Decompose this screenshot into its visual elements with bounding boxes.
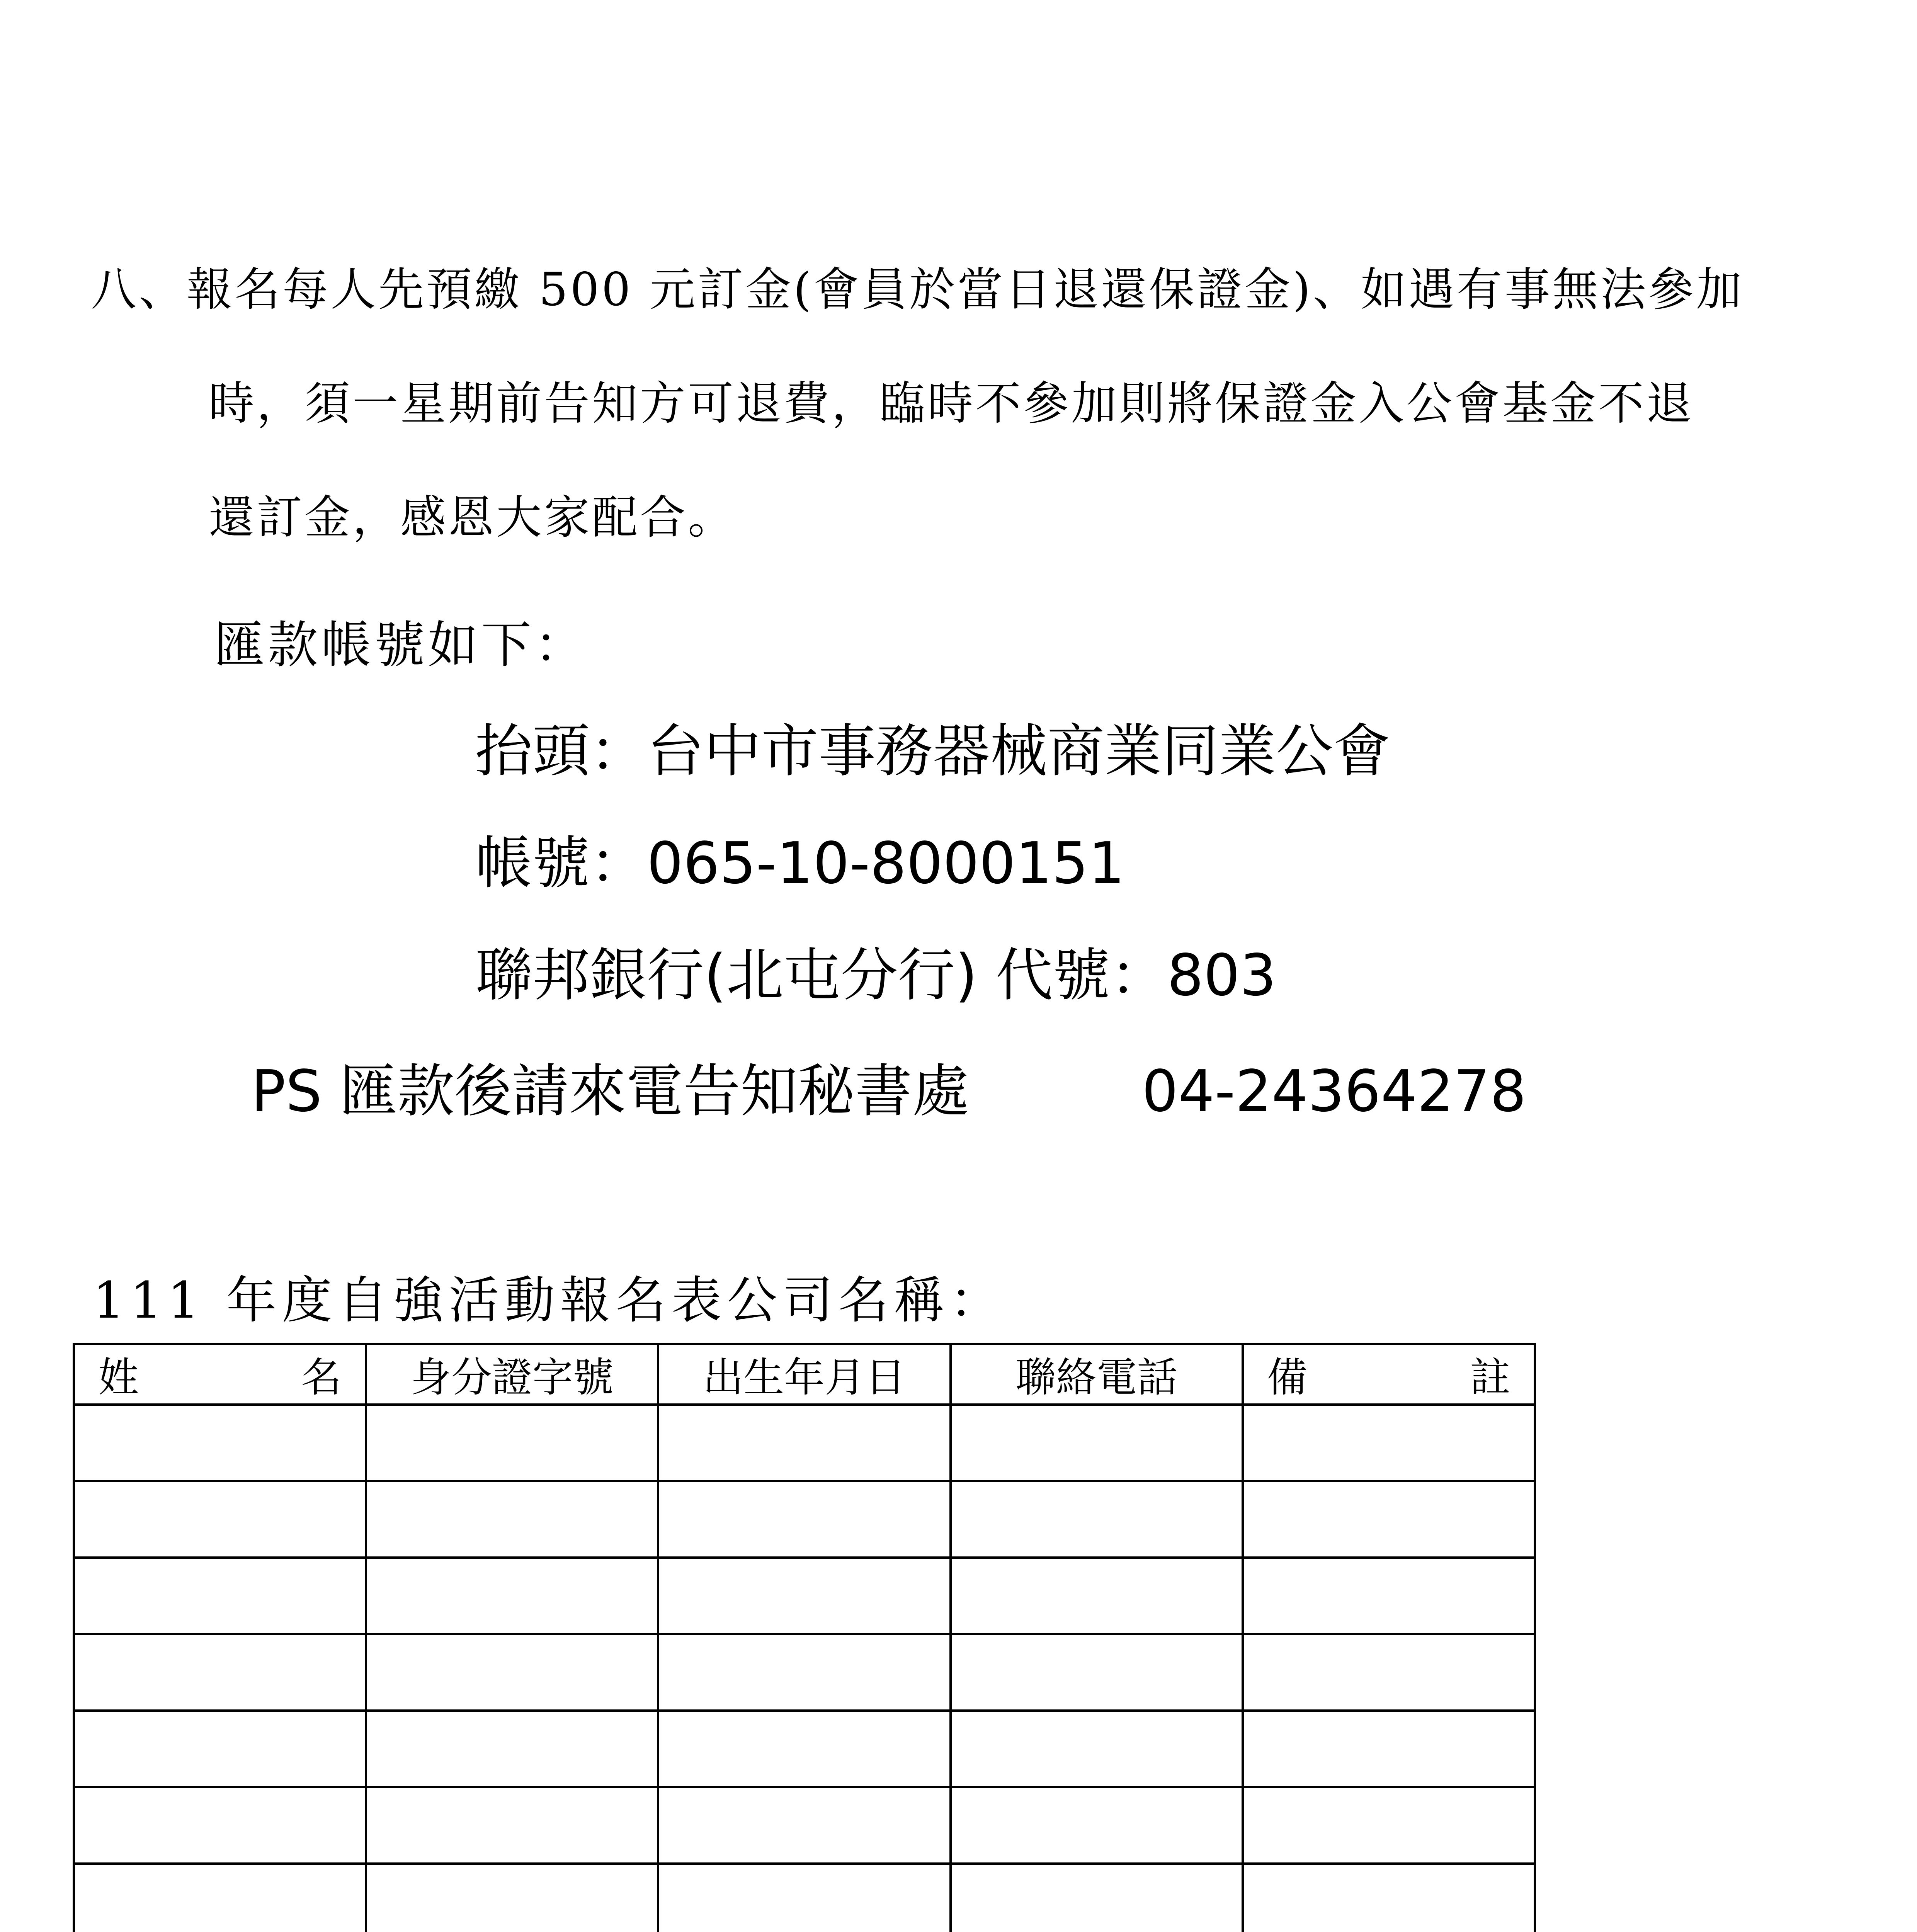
phone-cell[interactable]	[951, 1787, 1243, 1864]
name-cell[interactable]	[74, 1787, 366, 1864]
header-id-number: 身分證字號	[366, 1344, 658, 1405]
remarks-cell[interactable]	[1243, 1558, 1535, 1634]
table-header-row	[74, 1344, 1535, 1405]
header-birthdate: 出生年月日	[658, 1344, 950, 1405]
registration-table	[73, 1343, 1536, 1932]
id-cell[interactable]	[366, 1405, 658, 1481]
id-cell[interactable]	[366, 1634, 658, 1711]
phone-number: 04-24364278	[1142, 1058, 1527, 1124]
phone-cell[interactable]	[951, 1634, 1243, 1711]
bank-line: 聯邦銀行(北屯分行) 代號：803	[475, 942, 1277, 1009]
account-line: 帳號：065-10-8000151	[475, 830, 1125, 896]
table-row	[74, 1864, 1535, 1932]
id-cell[interactable]	[366, 1787, 658, 1864]
name-cell[interactable]	[74, 1481, 366, 1558]
remarks-cell[interactable]	[1243, 1864, 1535, 1932]
name-cell[interactable]	[74, 1711, 366, 1787]
section8-line2: 時，須一星期前告知方可退費，臨時不參加則將保證金入公會基金不退	[209, 377, 1694, 430]
section8-line1: 八、報名每人先預繳 500 元訂金(會員於當日退還保證金)、如遇有事無法參加	[91, 263, 1744, 316]
birthdate-cell[interactable]	[658, 1711, 950, 1787]
remarks-cell[interactable]	[1243, 1787, 1535, 1864]
id-cell[interactable]	[366, 1481, 658, 1558]
table-row	[74, 1481, 1535, 1558]
remarks-cell[interactable]	[1243, 1405, 1535, 1481]
id-cell[interactable]	[366, 1864, 658, 1932]
table-row	[74, 1787, 1535, 1864]
phone-cell[interactable]	[951, 1558, 1243, 1634]
phone-cell[interactable]	[951, 1405, 1243, 1481]
id-cell[interactable]	[366, 1558, 658, 1634]
ps-note: PS 匯款後請來電告知秘書處	[251, 1058, 970, 1124]
birthdate-cell[interactable]	[658, 1864, 950, 1932]
header-name: 姓名	[74, 1344, 366, 1405]
phone-cell[interactable]	[951, 1711, 1243, 1787]
name-cell[interactable]	[74, 1864, 366, 1932]
birthdate-cell[interactable]	[658, 1481, 950, 1558]
form-title: 111 年度自強活動報名表公司名稱：	[93, 1271, 1005, 1330]
remittance-heading: 匯款帳號如下：	[214, 616, 588, 674]
remarks-cell[interactable]	[1243, 1711, 1535, 1787]
birthdate-cell[interactable]	[658, 1405, 950, 1481]
name-cell[interactable]	[74, 1558, 366, 1634]
id-cell[interactable]	[366, 1711, 658, 1787]
table-row	[74, 1711, 1535, 1787]
birthdate-cell[interactable]	[658, 1634, 950, 1711]
name-cell[interactable]	[74, 1405, 366, 1481]
birthdate-cell[interactable]	[658, 1558, 950, 1634]
header-remarks: 備註	[1243, 1344, 1535, 1405]
phone-cell[interactable]	[951, 1864, 1243, 1932]
table-row	[74, 1558, 1535, 1634]
birthdate-cell[interactable]	[658, 1787, 950, 1864]
remarks-cell[interactable]	[1243, 1634, 1535, 1711]
remarks-cell[interactable]	[1243, 1481, 1535, 1558]
header-phone: 聯絡電話	[951, 1344, 1243, 1405]
name-cell[interactable]	[74, 1634, 366, 1711]
section8-line3: 還訂金，感恩大家配合。	[209, 491, 736, 544]
phone-cell[interactable]	[951, 1481, 1243, 1558]
table-row	[74, 1405, 1535, 1481]
table-row	[74, 1634, 1535, 1711]
payee-line: 抬頭：台中市事務器械商業同業公會	[475, 718, 1390, 784]
